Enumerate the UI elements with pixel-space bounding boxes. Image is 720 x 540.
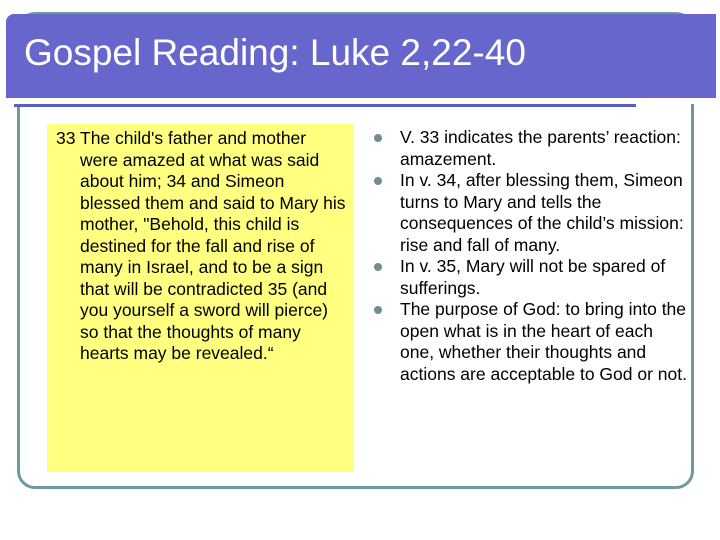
bullet-dot-icon: [374, 263, 382, 271]
bullet-dot-icon: [374, 306, 382, 314]
bullet-item: [370, 170, 690, 256]
bullet-dot-icon: [374, 134, 382, 142]
scripture-text: 33 The child's father and mother were amazed at what was said about him; 34 and Simeon blessed them and said to Mary his mother, "Behold, this child is destined for the fall and rise of many in Israel, and to be a sign that will be contradicted 35 (and you yourself a sword will pierce) so that the thoughts of many hearts may be revealed.“: [56, 128, 346, 363]
scripture-box: [47, 124, 354, 472]
bullet-item: [370, 256, 690, 299]
bullet-text: In v. 35, Mary will not be spared of sufferings.: [400, 256, 666, 298]
bullet-item: [370, 299, 690, 385]
slide-title: Gospel Reading: Luke 2,22-40: [24, 32, 526, 73]
title-underline: [14, 104, 636, 107]
bullet-text: V. 33 indicates the parents’ reaction: amazement.: [400, 127, 681, 169]
bullet-text: In v. 34, after blessing them, Simeon turns to Mary and tells the consequences of the child’s mission: rise and fall of many.: [400, 170, 684, 255]
bullet-dot-icon: [374, 177, 382, 185]
bullet-list: [370, 127, 690, 385]
bullet-text: The purpose of God: to bring into the open what is in the heart of each one, whether their thoughts and actions are acceptable to God or not.: [400, 299, 687, 384]
bullet-item: [370, 127, 690, 170]
